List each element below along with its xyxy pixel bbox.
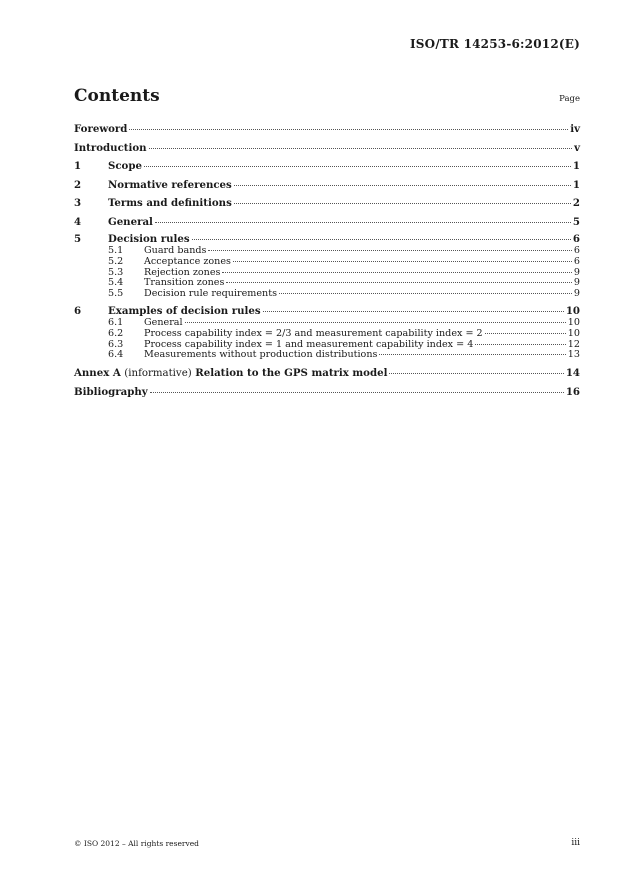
toc-section-number: 5.5 [108, 288, 124, 300]
page-title: Contents [74, 86, 160, 106]
toc-entry-label: Examples of decision rules [108, 304, 261, 317]
toc-section-number: 5.4 [108, 277, 124, 289]
toc-page-number: 6 [573, 255, 580, 267]
annex-prefix: Annex A [74, 367, 121, 380]
toc-entry-label: Rejection zones [144, 266, 221, 278]
dot-leader [144, 166, 571, 167]
toc-entry-label: Scope [108, 160, 142, 172]
toc-entry-label: Normative references [108, 178, 232, 191]
dot-leader [379, 354, 565, 355]
toc-page-number: 14 [565, 367, 580, 380]
toc-entry-label: Measurements without production distributions [144, 349, 378, 361]
toc-entry-label: Terms and definitions [108, 197, 232, 209]
toc-entry-label: Bibliography [74, 385, 148, 398]
toc-subentry-decision-rule-requirements[interactable] [74, 289, 580, 300]
toc-entry-label: Decision rule requirements [144, 288, 278, 300]
table-of-contents [74, 122, 580, 403]
toc-page-number: 1 [572, 178, 580, 191]
toc-page-number: 12 [567, 338, 580, 350]
dot-leader [192, 239, 571, 240]
toc-entry-label: Introduction [74, 141, 147, 154]
dot-leader [129, 129, 568, 130]
toc-page-number: 9 [573, 277, 580, 289]
toc-entry-label: Decision rules [108, 233, 190, 245]
toc-page-number: 9 [573, 288, 580, 300]
toc-section-number: 6.2 [108, 327, 124, 339]
toc-page-number: 6 [572, 233, 580, 245]
dot-leader [234, 203, 571, 204]
toc-page-number: 13 [567, 349, 580, 361]
toc-page-number: 10 [567, 316, 580, 328]
dot-leader [263, 311, 564, 312]
toc-section-number: 5.2 [108, 255, 124, 267]
toc-entry-foreword[interactable] [74, 122, 580, 137]
page-number: iii [571, 838, 580, 848]
dot-leader [185, 322, 566, 323]
toc-entry-label: Acceptance zones [144, 255, 231, 267]
dot-leader [222, 272, 571, 273]
toc-section-number: 5 [74, 233, 82, 245]
page-column-label: Page [559, 94, 580, 104]
toc-entry-bibliography[interactable] [74, 385, 580, 400]
toc-entry-introduction[interactable] [74, 141, 580, 156]
toc-page-number: 2 [572, 197, 580, 209]
toc-page-number: 9 [573, 266, 580, 278]
toc-section-number: 6.3 [108, 338, 124, 350]
copyright-notice: © ISO 2012 – All rights reserved [74, 839, 199, 848]
toc-entry-label: Transition zones [144, 277, 225, 289]
dot-leader [234, 185, 571, 186]
dot-leader [155, 222, 571, 223]
toc-section-number: 6.1 [108, 316, 124, 328]
toc-page-number: 5 [572, 215, 580, 228]
dot-leader [233, 261, 572, 262]
dot-leader [279, 293, 572, 294]
dot-leader [150, 392, 564, 393]
toc-entry-label: General [108, 215, 153, 228]
toc-section-number: 6.4 [108, 349, 124, 361]
toc-entry-label: General [144, 316, 183, 328]
toc-page-number: 10 [567, 327, 580, 339]
toc-page-number: 16 [565, 385, 580, 398]
toc-entry-label: Process capability index = 1 and measurement capability index = 4 [144, 338, 474, 350]
toc-page-number: 10 [565, 304, 580, 317]
dot-leader [149, 148, 573, 149]
toc-entry-normative-references[interactable] [74, 178, 580, 193]
toc-section-number: 5.3 [108, 266, 124, 278]
annex-note: (informative) [124, 368, 192, 380]
dot-leader [389, 373, 563, 374]
toc-page-number: v [574, 141, 580, 154]
toc-entry-scope[interactable] [74, 159, 580, 174]
toc-entry-general[interactable] [74, 215, 580, 230]
toc-section-number: 5.1 [108, 245, 124, 256]
toc-page-number: iv [570, 123, 580, 135]
toc-page-number: 1 [572, 160, 580, 172]
toc-section-number: 2 [74, 178, 82, 191]
toc-entry-terms-and-definitions[interactable] [74, 196, 580, 211]
toc-subentry-measurements-without-distributions[interactable] [74, 350, 580, 361]
toc-entry-label: Foreword [74, 123, 128, 135]
toc-page-number: 6 [573, 245, 580, 256]
toc-entry-label: Guard bands [144, 245, 207, 256]
dot-leader [475, 344, 565, 345]
toc-section-number: 4 [74, 215, 82, 228]
dot-leader [208, 250, 571, 251]
dot-leader [226, 282, 571, 283]
toc-section-number: 1 [74, 160, 82, 172]
toc-section-number: 3 [74, 197, 82, 209]
toc-section-number: 6 [74, 304, 82, 317]
toc-entry-label: Relation to the GPS matrix model [195, 367, 388, 380]
dot-leader [485, 333, 566, 334]
toc-entry-label: Process capability index = 2/3 and measurement capability index = 2 [144, 327, 483, 339]
document-id: ISO/TR 14253-6:2012(E) [409, 37, 580, 51]
toc-entry-annex-a[interactable] [74, 366, 580, 381]
